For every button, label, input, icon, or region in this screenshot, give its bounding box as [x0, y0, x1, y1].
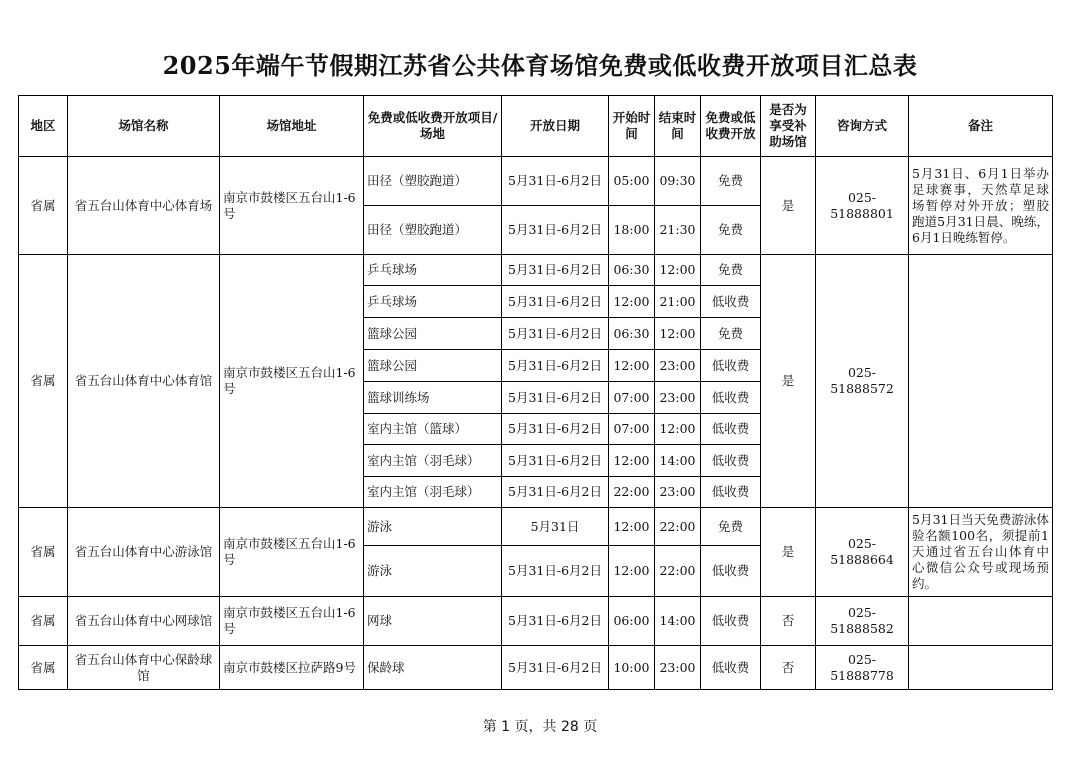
- page-title: 2025年端午节假期江苏省公共体育场馆免费或低收费开放项目汇总表: [162, 51, 918, 80]
- note-cell: 5月31日当天免费游泳体验名额100名，须提前1天通过省五台山体育中心微信公众号或现场预约。: [909, 508, 1053, 597]
- date-cell: 5月31日-6月2日: [502, 318, 609, 350]
- end-time-cell: 23:00: [655, 477, 701, 508]
- venue-address-cell: 南京市鼓楼区五台山1-6号: [220, 157, 364, 255]
- subsidy-cell: 否: [761, 597, 816, 646]
- table-row: [19, 255, 1053, 286]
- end-time-cell: 09:30: [655, 157, 701, 206]
- fee-cell: 低收费: [701, 646, 761, 690]
- start-time-cell: 06:00: [609, 597, 655, 646]
- start-time-cell: 06:30: [609, 318, 655, 350]
- venue-address-cell: 南京市鼓楼区五台山1-6号: [220, 597, 364, 646]
- item-cell: 游泳: [364, 546, 502, 597]
- start-time-cell: 10:00: [609, 646, 655, 690]
- header-note: 备注: [909, 96, 1053, 157]
- note-cell: [909, 597, 1053, 646]
- table-row: [19, 597, 1053, 646]
- start-time-cell: 07:00: [609, 414, 655, 445]
- table-body: [19, 157, 1053, 690]
- header-subsidy: 是否为享受补助场馆: [761, 96, 816, 157]
- date-cell: 5月31日-6月2日: [502, 477, 609, 508]
- item-cell: 室内主馆（羽毛球）: [364, 477, 502, 508]
- item-cell: 室内主馆（篮球）: [364, 414, 502, 445]
- contact-cell: 025-51888801: [816, 157, 909, 255]
- region-cell: 省属: [19, 255, 68, 508]
- end-time-cell: 14:00: [655, 597, 701, 646]
- end-time-cell: 14:00: [655, 445, 701, 477]
- subsidy-cell: 是: [761, 157, 816, 255]
- venue-name-cell: 省五台山体育中心体育馆: [68, 255, 220, 508]
- start-time-cell: 22:00: [609, 477, 655, 508]
- subsidy-cell: 否: [761, 646, 816, 690]
- start-time-cell: 12:00: [609, 508, 655, 546]
- table-row: [19, 508, 1053, 546]
- date-cell: 5月31日-6月2日: [502, 414, 609, 445]
- fee-cell: 低收费: [701, 382, 761, 414]
- start-time-cell: 12:00: [609, 445, 655, 477]
- table-row: [19, 646, 1053, 690]
- date-cell: 5月31日-6月2日: [502, 445, 609, 477]
- fee-cell: 免费: [701, 206, 761, 255]
- item-cell: 室内主馆（羽毛球）: [364, 445, 502, 477]
- region-cell: 省属: [19, 157, 68, 255]
- date-cell: 5月31日-6月2日: [502, 382, 609, 414]
- page-footer: 第 1 页，共 28 页: [482, 719, 598, 735]
- date-cell: 5月31日-6月2日: [502, 350, 609, 382]
- end-time-cell: 12:00: [655, 318, 701, 350]
- header-contact: 咨询方式: [816, 96, 909, 157]
- header-date: 开放日期: [502, 96, 609, 157]
- end-time-cell: 22:00: [655, 508, 701, 546]
- start-time-cell: 12:00: [609, 286, 655, 318]
- venue-name-cell: 省五台山体育中心体育场: [68, 157, 220, 255]
- start-time-cell: 05:00: [609, 157, 655, 206]
- start-time-cell: 12:00: [609, 350, 655, 382]
- region-cell: 省属: [19, 646, 68, 690]
- region-cell: 省属: [19, 597, 68, 646]
- start-time-cell: 06:30: [609, 255, 655, 286]
- note-cell: [909, 646, 1053, 690]
- date-cell: 5月31日-6月2日: [502, 646, 609, 690]
- item-cell: 乒乓球场: [364, 286, 502, 318]
- item-cell: 田径（塑胶跑道）: [364, 206, 502, 255]
- table-row: [19, 157, 1053, 206]
- end-time-cell: 22:00: [655, 546, 701, 597]
- item-cell: 保龄球: [364, 646, 502, 690]
- header-start: 开始时间: [609, 96, 655, 157]
- date-cell: 5月31日: [502, 508, 609, 546]
- header-venue: 场馆名称: [68, 96, 220, 157]
- venue-address-cell: 南京市鼓楼区拉萨路9号: [220, 646, 364, 690]
- contact-cell: 025-51888582: [816, 597, 909, 646]
- header-item: 免费或低收费开放项目/场地: [364, 96, 502, 157]
- date-cell: 5月31日-6月2日: [502, 206, 609, 255]
- header-address: 场馆地址: [220, 96, 364, 157]
- fee-cell: 免费: [701, 255, 761, 286]
- header-end: 结束时间: [655, 96, 701, 157]
- start-time-cell: 12:00: [609, 546, 655, 597]
- venue-address-cell: 南京市鼓楼区五台山1-6号: [220, 255, 364, 508]
- fee-cell: 低收费: [701, 350, 761, 382]
- item-cell: 游泳: [364, 508, 502, 546]
- item-cell: 篮球公园: [364, 350, 502, 382]
- fee-cell: 免费: [701, 318, 761, 350]
- end-time-cell: 23:00: [655, 350, 701, 382]
- venue-address-cell: 南京市鼓楼区五台山1-6号: [220, 508, 364, 597]
- date-cell: 5月31日-6月2日: [502, 157, 609, 206]
- fee-cell: 低收费: [701, 414, 761, 445]
- venue-name-cell: 省五台山体育中心保龄球馆: [68, 646, 220, 690]
- header-row: [19, 96, 1053, 157]
- venue-name-cell: 省五台山体育中心游泳馆: [68, 508, 220, 597]
- note-cell: [909, 255, 1053, 508]
- item-cell: 田径（塑胶跑道）: [364, 157, 502, 206]
- date-cell: 5月31日-6月2日: [502, 597, 609, 646]
- end-time-cell: 21:00: [655, 286, 701, 318]
- subsidy-cell: 是: [761, 508, 816, 597]
- header-region: 地区: [19, 96, 68, 157]
- end-time-cell: 12:00: [655, 414, 701, 445]
- note-cell: 5月31日、6月1日举办足球赛事，天然草足球场暂停对外开放；塑胶跑道5月31日晨、晚练，6月1日晚练暂停。: [909, 157, 1053, 255]
- subsidy-cell: 是: [761, 255, 816, 508]
- end-time-cell: 23:00: [655, 646, 701, 690]
- region-cell: 省属: [19, 508, 68, 597]
- end-time-cell: 23:00: [655, 382, 701, 414]
- contact-cell: 025-51888778: [816, 646, 909, 690]
- venue-name-cell: 省五台山体育中心网球馆: [68, 597, 220, 646]
- contact-cell: 025-51888572: [816, 255, 909, 508]
- date-cell: 5月31日-6月2日: [502, 255, 609, 286]
- item-cell: 网球: [364, 597, 502, 646]
- fee-cell: 免费: [701, 508, 761, 546]
- start-time-cell: 07:00: [609, 382, 655, 414]
- end-time-cell: 12:00: [655, 255, 701, 286]
- date-cell: 5月31日-6月2日: [502, 286, 609, 318]
- fee-cell: 低收费: [701, 597, 761, 646]
- item-cell: 乒乓球场: [364, 255, 502, 286]
- header-fee: 免费或低收费开放: [701, 96, 761, 157]
- fee-cell: 低收费: [701, 546, 761, 597]
- fee-cell: 低收费: [701, 286, 761, 318]
- fee-cell: 低收费: [701, 477, 761, 508]
- start-time-cell: 18:00: [609, 206, 655, 255]
- fee-cell: 低收费: [701, 445, 761, 477]
- end-time-cell: 21:30: [655, 206, 701, 255]
- item-cell: 篮球公园: [364, 318, 502, 350]
- item-cell: 篮球训练场: [364, 382, 502, 414]
- venue-table: [18, 95, 1053, 690]
- fee-cell: 免费: [701, 157, 761, 206]
- date-cell: 5月31日-6月2日: [502, 546, 609, 597]
- contact-cell: 025-51888664: [816, 508, 909, 597]
